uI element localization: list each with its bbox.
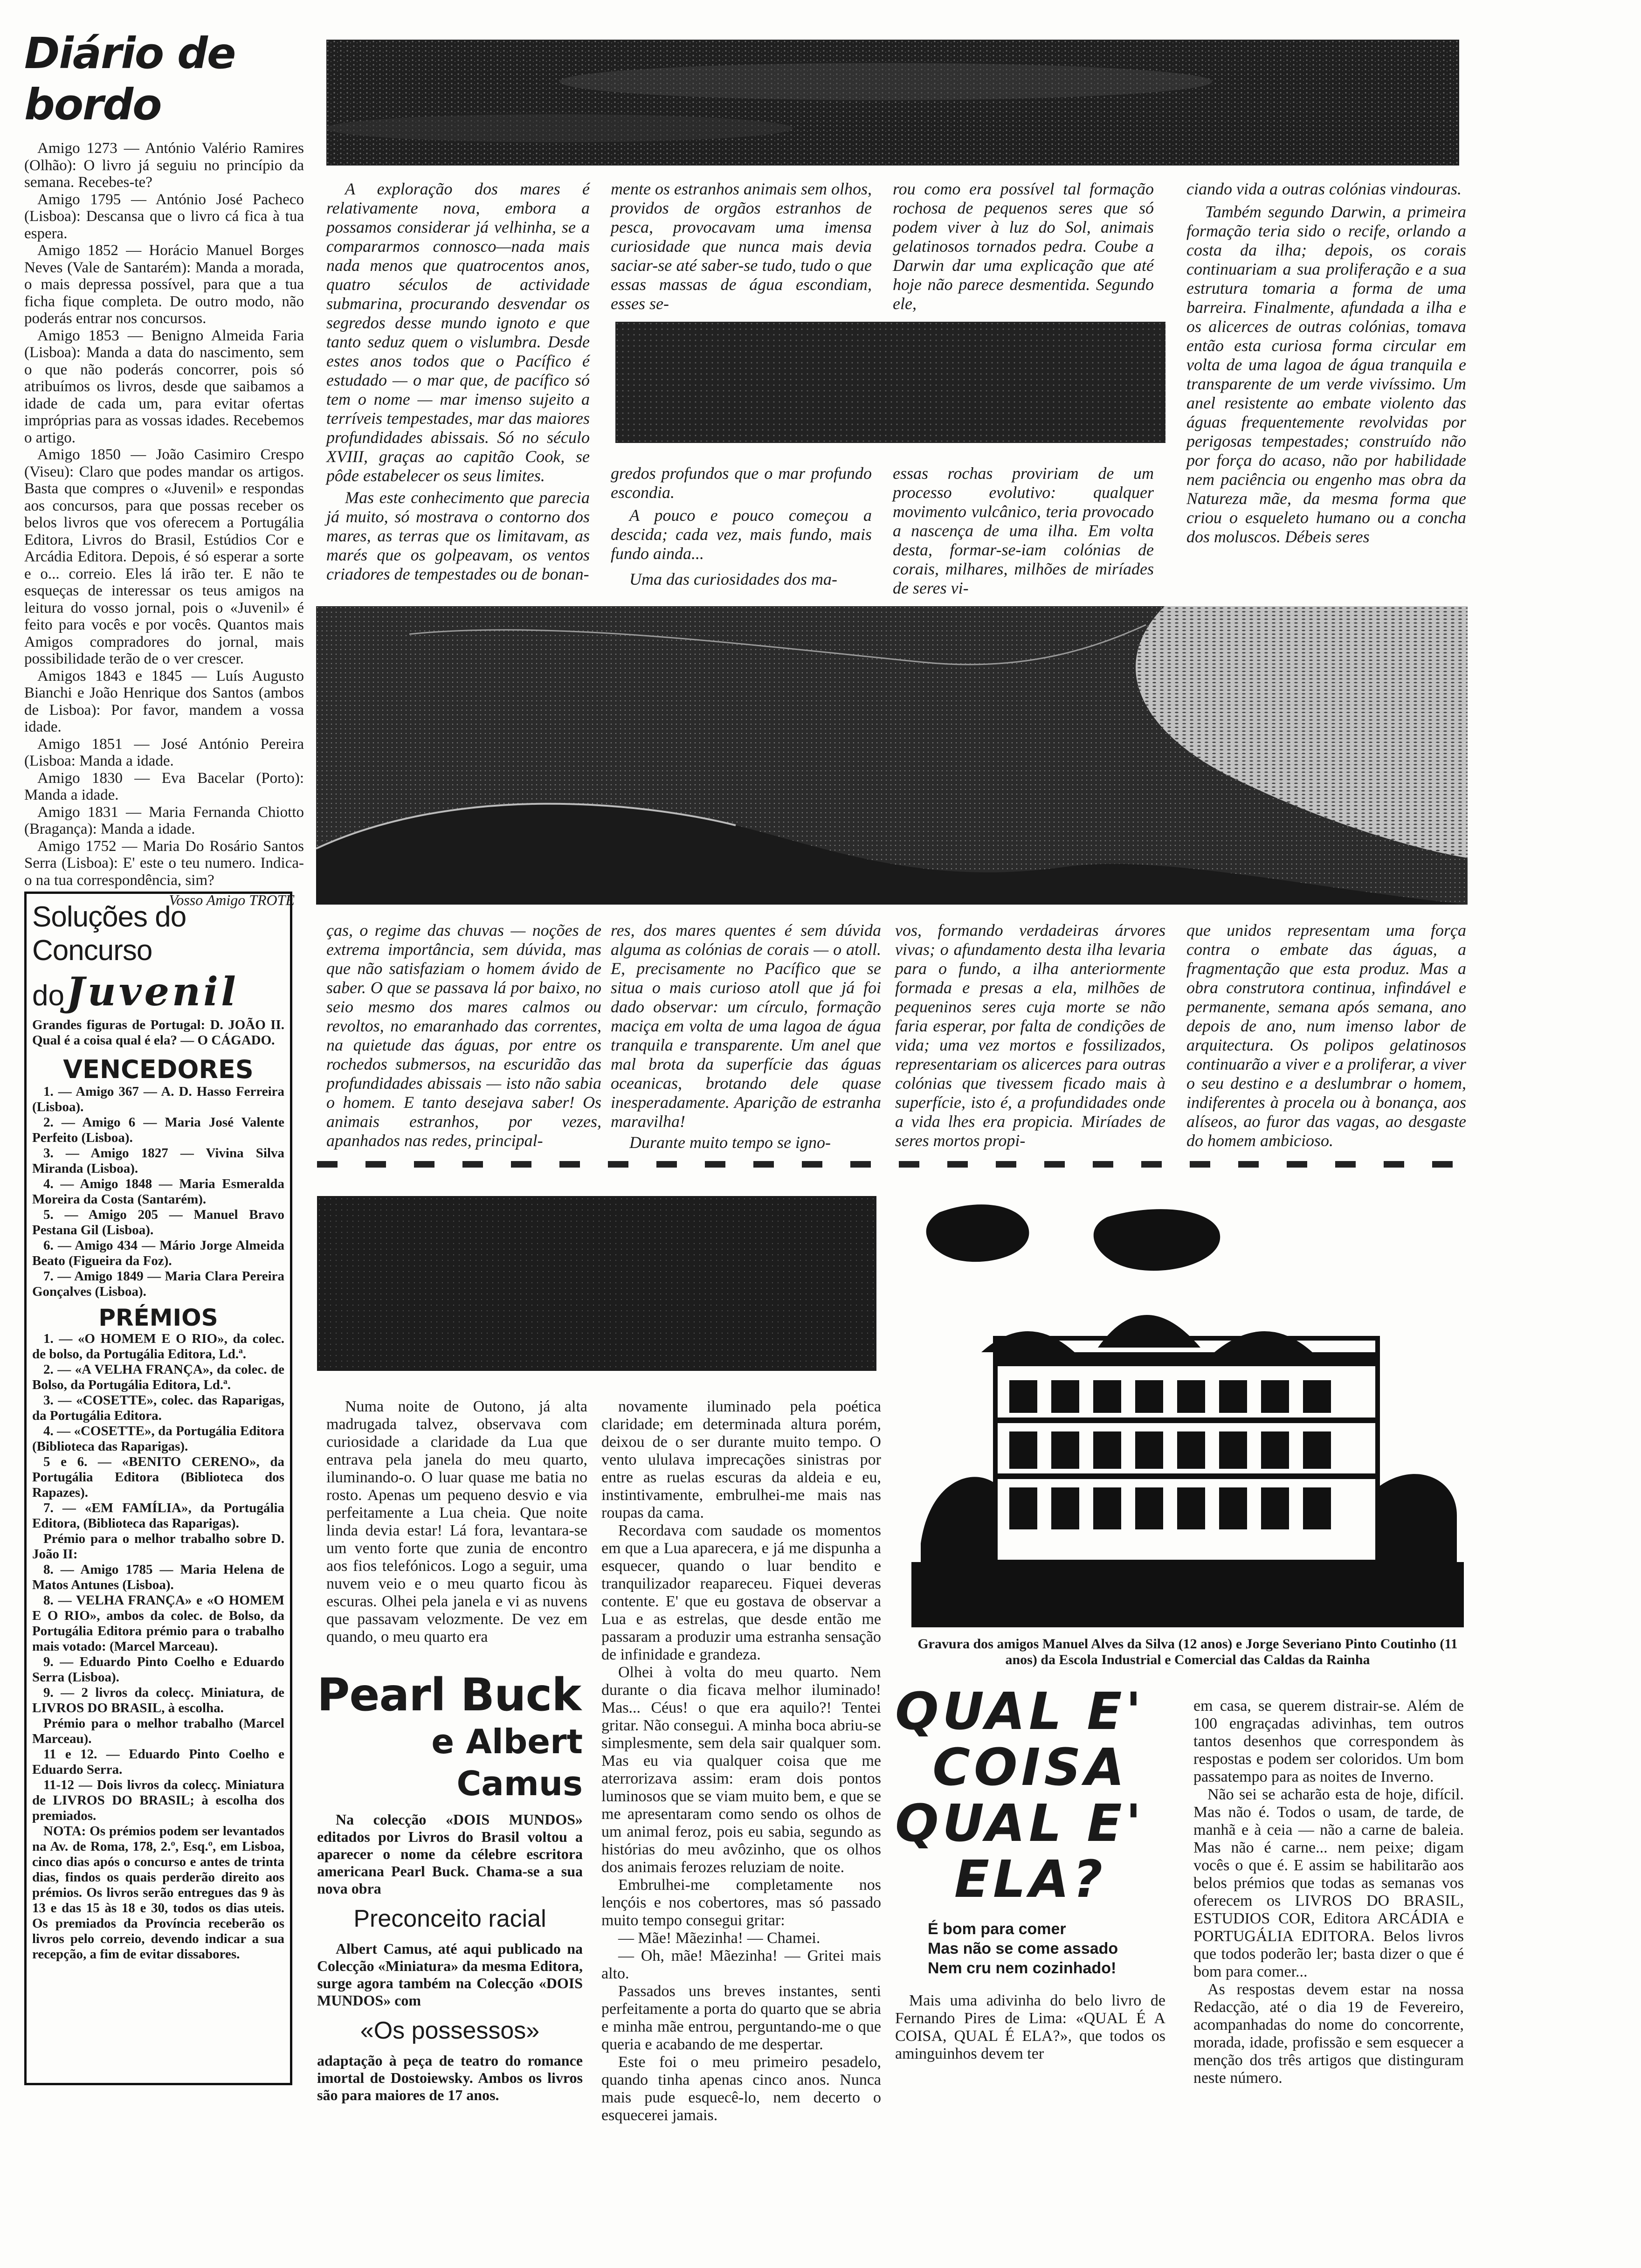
ocean-texture-top <box>326 40 1459 166</box>
qual-tag1: É bom para comer <box>928 1920 1066 1938</box>
noite-paragraph: — Mãe! Mãezinha! — Chamei. <box>618 1929 820 1947</box>
noite-paragraph: novamente iluminado pela poética claridade; em determinada altura porém, deixou de o ser durante muito tempo. O vento ululava imprecações sinistras por entre as ruelas escuras da aldeia e eu, instintivamente, embrulhei-me mais nas roupas da cama. <box>601 1398 881 1521</box>
pearl-section <box>317 1669 583 2104</box>
premio-item: 1. — «O HOMEM E O RIO», da colec. de bolso, da Portugália Editora, Ld.ª. <box>32 1331 284 1362</box>
pearl-body3: adaptação à peça de teatro do romance imortal de Dostoiewsky. Ambos os livros são para maiores de 17 anos. <box>317 2052 583 2103</box>
vencedor-item: 6. — Amigo 434 — Mário Jorge Almeida Beato (Figueira da Foz). <box>32 1238 284 1268</box>
premio-item: 5 e 6. — «BENITO CERENO», da Portugália Editora (Biblioteca dos Rapazes). <box>32 1454 284 1500</box>
atoll-illustration <box>316 606 1468 905</box>
mares-col1-p2: Mas este conhecimento que parecia já muito, só mostrava o contorno dos mares, as terras que os limitavam, as marés que os golpeavam, os ventos criadores de tempestades ou de bonan- <box>326 488 590 583</box>
noite-paragraph: Este foi o meu primeiro pesadelo, quando tinha apenas cinco anos. Nunca mais pude esquecê-lo, nem decerto o esquecerei jamais. <box>601 2054 881 2124</box>
vencedor-item: 4. — Amigo 1848 — Maria Esmeralda Moreira da Costa (Santarém). <box>32 1176 284 1207</box>
premio-item: 9. — 2 livros da colecç. Miniatura, de LIVROS DO BRASIL, à escolha. <box>32 1685 284 1715</box>
solucoes-box <box>24 892 292 2085</box>
diario-signature: Vosso Amigo TROTE <box>169 892 295 908</box>
solucoes-intro: Grandes figuras de Portugal: D. JOÃO II. Qual é a coisa qual é ela? — O CÁGADO. <box>32 1017 284 1048</box>
premio-item: 7. — «EM FAMÍLIA», da Portugália Editora, (Biblioteca das Raparigas). <box>32 1500 284 1531</box>
mares-col2b-p1: gredos profundos que o mar profundo escondia. <box>611 464 872 502</box>
pearl-subtitle2: «Os possessos» <box>360 2017 540 2044</box>
premio-item: 4. — «COSETTE», da Portugália Editora (Biblioteca das Raparigas). <box>32 1424 284 1454</box>
qual-body1: Mais uma adivinha do belo livro de Fernando Pires de Lima: «QUAL É A COISA, QUAL É ELA?», que todos os aminguinhos devem ter <box>895 1992 1165 2062</box>
diario-entry: Amigo 1853 — Benigno Almeida Faria (Lisboa): Manda a data do nascimento, sem o que não poderás concorrer, pois só atribuímos os livros, desde que saibamos a idade de cada um, para evitar ofertas impróprias para as vossas idades. Recebemos o artigo. <box>24 327 304 446</box>
qual-tag3: Nem cru nem cozinhado! <box>928 1959 1117 1977</box>
qual-body4: As respostas devem estar na nossa Redacção, até o dia 19 de Fevereiro, acompanhadas do nome do concorrente, morada, idade, profissão e sem esquecer a menção dos três artigos que distinguram neste número. <box>1193 1981 1464 2087</box>
diario-entry: Amigo 1852 — Horácio Manuel Borges Neves (Vale de Santarém): Manda a morada, o mais depressa possível, para que a tua ficha fique completa. De outro modo, não poderás entrar nos concursos. <box>24 242 304 327</box>
diario-entry: Amigo 1752 — Maria Do Rosário Santos Serra (Lisboa): E' este o teu numero. Indica-o na tua correspondência, sim? <box>24 837 304 889</box>
solucoes-title-line2 <box>32 968 284 1015</box>
mares-col1-p1: A exploração dos mares é relativamente nova, embora a possamos considerar já velhinha, se a compararmos connosco—nada mais nada menos que quatrocentos anos, quatro séculos de actividade submarina, procurando desvendar os segredos desse mundo ignoto e que tanto seduz quem o vislumbra. Desde estes anos todos que o Pacífico é estudado — o mar que, de pacífico só tem o nome — mar imenso sujeito a terríveis tempestades, mar das maiores profundidades abissais. Só no século XVIII, graças ao capitão Cook, se pôde estabelecer os seus limites. <box>326 180 590 485</box>
night-photo <box>317 1196 876 1371</box>
premio-item: 3. — «COSETTE», colec. das Raparigas, da Portugália Editora. <box>32 1393 284 1423</box>
pearl-subtitle1: Preconceito racial <box>353 1905 546 1932</box>
solucoes-title-line1: Soluções do Concurso <box>32 901 186 967</box>
solucoes-title-juvenil: Juvenil <box>66 968 239 1015</box>
noite-paragraph: Embrulhei-me completamente nos lençóis e nos cobertores, mas só passado muito tempo consegui gritar: <box>601 1876 881 1929</box>
qual-line1: QUAL E' <box>895 1681 1145 1741</box>
qual-body-right <box>1193 1697 1464 2087</box>
diario-entry: Amigo 1795 — António José Pacheco (Lisboa): Descansa que o livro cá fica à tua espera. <box>24 191 304 242</box>
mares-col4 <box>1186 180 1466 546</box>
vencedores-title: VENCEDORES <box>63 1055 254 1084</box>
noite-paragraph: Olhei à volta do meu quarto. Nem durante o dia ficava melhor iluminado! Mas... Céus! o que era aquilo?! Tentei gritar. Não consegui. A minha boca abriu-se simplesmente, sem dela sair qualquer som. Mas eu via qualquer coisa que me aterrorizava assim: eram dois pontos luminosos que se viam muito bem, e que se me apresentaram como sendo os olhos de um animal feroz, pois eu sabia, segundo as histórias do meu avôzinho, que os olhos dos animais ferozes reluziam de noite. <box>601 1664 881 1876</box>
premios-list <box>32 1331 284 1962</box>
diario-title: Diário de bordo <box>24 28 235 130</box>
camus-title: e Albert Camus <box>431 1722 583 1803</box>
premio-item: Prémio para o melhor trabalho sobre D. João II: <box>32 1531 284 1562</box>
mares-col2b-p3: Uma das curiosidades dos ma- <box>629 570 837 588</box>
mares-low3: vos, formando verdadeiras árvores vivas; o afundamento desta ilha levaria para o fundo, a ilha anteriormente formada e presas a ela, milhões de pequeninos seres cuja morte se não faria esperar, por falta de condições de vida; uma vez mortos e fossilizados, representariam os alicerces para outras colónias que tivessem ficado mais à superfície, isto é, a profundidades onde a vida lhes era propicia. Miríades de seres mortos propi- <box>895 921 1165 1150</box>
vencedor-item: 1. — Amigo 367 — A. D. Hasso Ferreira (Lisboa). <box>32 1084 284 1114</box>
diario-entries <box>24 140 304 889</box>
qual-tag2: Mas não se come assado <box>928 1940 1118 1957</box>
qual-line3: QUAL E' <box>895 1793 1145 1853</box>
gravura-caption: Gravura dos amigos Manuel Alves da Silva (12 anos) e Jorge Severiano Pinto Coutinho (11 anos) da Escola Industrial e Comercial das Caldas da Rainha <box>917 1636 1458 1667</box>
noite-paragraph: Passados uns breves instantes, senti perfeitamente a porta do quarto que se abria e minha mãe entrou, perguntando-me o que queria e acabando de me despertar. <box>601 1983 881 2053</box>
pearl-body1: Na colecção «DOIS MUNDOS» editados por Livros do Brasil voltou a aparecer o nome da célebre escritora americana Pearl Buck. Chama-se a sua nova obra <box>317 1811 583 1897</box>
night-texture <box>317 1196 876 1371</box>
diario-entry: Amigo 1831 — Maria Fernanda Chiotto (Bragança): Manda a idade. <box>24 803 304 837</box>
pearl-title: Pearl Buck <box>317 1669 581 1721</box>
atoll-photo <box>316 606 1468 905</box>
vencedores-list <box>32 1084 284 1300</box>
premio-item: Prémio para o melhor trabalho (Marcel Marceau). <box>32 1716 284 1746</box>
premio-item: 8. — Amigo 1785 — Maria Helena de Matos Antunes (Lisboa). <box>32 1562 284 1592</box>
qual-line4: ELA? <box>954 1849 1107 1909</box>
noite-paragraph: — Oh, mãe! Mãezinha! — Gritei mais alto. <box>601 1947 881 1982</box>
ocean-texture-inner <box>615 322 1165 443</box>
solucoes-title-do: do <box>32 980 64 1012</box>
diario-entry: Amigo 1830 — Eva Bacelar (Porto): Manda a idade. <box>24 769 304 803</box>
mares-col3: rou como era possível tal formação rochosa de pequenos seres que só podem viver à luz do Sol, animais gelatinosos tornados pedra. Coube a Darwin dar uma explicação que até hoje não parece desmentida. Segundo ele, <box>893 180 1154 313</box>
mares-col2: mente os estranhos animais sem olhos, providos de orgãos estranhos de pesca, provocavam uma imensa curiosidade que nunca mais devia saciar-se até saber-se tudo, tudo o que essas massas de água escondiam, esses se- <box>611 180 872 313</box>
noite-col2 <box>601 1398 881 2124</box>
diario-section <box>24 28 304 909</box>
noite-paragraph: Recordava com saudade os momentos em que a Lua aparecera, e já me dispunha a esquecer, quando o luar bendito e tranquilizador reapareceu. Fiquei deveras contente. E' que eu gostava de observar a Lua e as estrelas, que desde então me passaram a produzir uma estranha sensação de infinidade e grandeza. <box>601 1522 881 1663</box>
qual-line2: COISA <box>932 1737 1128 1797</box>
vencedor-item: 3. — Amigo 1827 — Vivina Silva Miranda (Lisboa). <box>32 1146 284 1176</box>
mares-low2 <box>611 921 881 1152</box>
mares-col4-p2: Também segundo Darwin, a primeira formação teria sido o recife, orlando a costa da ilha; depois, os corais continuariam a sua proliferação e a sua estrutura tomaria a forma de uma barreira. Finalmente, afundada a ilha e os alicerces de outras colónias, tomava então esta curiosa forma circular em volta de uma lagoa de água tranquila e transparente de um verde vivíssimo. Um anel resistente ao embate violento das águas frequentemente revolvidas por perigosas tempestades; construído não por força do acaso, não por habilidade nem paciência ou engenho mas obra da Natureza mãe, da mesma forma que criou o esqueleto humano ou a concha dos moluscos. Débeis seres <box>1186 202 1466 546</box>
building-engraving <box>911 1198 1464 1627</box>
vencedor-item: 5. — Amigo 205 — Manuel Bravo Pestana Gil (Lisboa). <box>32 1207 284 1238</box>
mares-low2-p1: res, dos mares quentes é sem dúvida alguma as colónias de corais — o atoll. E, precisamente no Pacífico que se situa o mais curioso atoll que já foi dado observar: um círculo, formação maciça em volta de uma lagoa de água tranquila e transparente. Um anel que mal brota da superfície das águas oceanicas, brotando dele quase inesperadamente. Aparição de estranha maravilha! <box>611 921 881 1131</box>
mares-low1: ças, o regime das chuvas — noções de extrema importância, sem dúvida, mas que não satisfaziam o homem ávido de saber. O que se passava lá por baixo, no seio mesmo dos mares calmos ou revoltos, no emaranhado das correntes, na quietude das águas, por entre os rochedos submersos, na escuridão das profundidades abissais — isto não sabia o homem. E tanto desejava saber! Os animais estranhos, por vezes, apanhados nas redes, principal- <box>326 921 601 1150</box>
qual-heading-box <box>895 1683 1165 2063</box>
premios-title: PRÉMIOS <box>98 1304 218 1331</box>
qual-body2: em casa, se querem distrair-se. Além de 100 engraçadas adivinhas, tem outros tantos desenhos que correspondem às respostas e podem ser coloridos. Um bom passatempo para as noites de Inverno. <box>1193 1697 1464 1785</box>
ocean-photo-top <box>326 40 1459 166</box>
pearl-body2: Albert Camus, até aqui publicado na Colecção «Miniatura» da mesma Editora, surge agora também na Colecção «DOIS MUNDOS» com <box>317 1940 583 2009</box>
mares-col2b <box>611 464 872 589</box>
premio-item: 9. — Eduardo Pinto Coelho e Eduardo Serra (Lisboa). <box>32 1654 284 1685</box>
vencedor-item: 2. — Amigo 6 — Maria José Valente Perfeito (Lisboa). <box>32 1115 284 1145</box>
mares-col4-p1: ciando vida a outras colónias vindouras. <box>1186 180 1462 198</box>
mares-low4: que unidos representam uma força contra o embate das águas, a fragmentação que esta produz. Mas a obra construtora continua, infindável e permanente, semana após semana, ano depois de ano, num imenso labor de arquitectura. Os polipos gelatinosos continuarão a viver e a proliferar, a viver o seu destino e a deslumbrar o homem, indiferentes à procela ou à bonança, aos alíseos, ao furor das vagas, ao desgaste do homem ambicioso. <box>1186 921 1466 1150</box>
ocean-photo-inner <box>615 322 1165 443</box>
premio-item: 2. — «A VELHA FRANÇA», da colec. de Bolso, da Portugália Editora, Ld.ª. <box>32 1362 284 1392</box>
premio-item: NOTA: Os prémios podem ser levantados na Av. de Roma, 178, 2.º, Esq.º, em Lisboa, cinco dias após o concurso e antes de trinta dias, findos os quais perderão direito aos prémios. Os livros serão entregues das 9 às 13 e das 15 às 18 e 30, todos os dias uteis. Os premiados da Província receberão os livros pelo correio, devendo indicar a sua recepção, a fim de evitar dissabores. <box>32 1824 284 1962</box>
mares-col1 <box>326 180 590 584</box>
diario-entry: Amigo 1851 — José António Pereira (Lisboa: Manda a idade. <box>24 735 304 769</box>
mares-col3b: essas rochas proviriam de um processo evolutivo: qualquer movimento vulcânico, teria provocado a nascença de uma ilha. Em volta desta, formar-se-iam colónias de corais, milhares, milhões de miríades de seres vi- <box>893 464 1154 597</box>
premio-item: 11-12 — Dois livros da colecç. Miniatura de LIVROS DO BRASIL; à escolha dos premiados. <box>32 1777 284 1823</box>
qual-body3: Não sei se acharão esta de hoje, difícil. Mas não é. Todos o usam, de tarde, de manhã e à ceia — não a carne de baleia. Mas não é carne... nem peixe; digam vocês o que é. E assim se habilitarão aos belos prémios que todas as semanas vos oferecem os LIVROS DO BRASIL, ESTUDIOS COR, Editora ARCÁDIA e PORTUGÁLIA EDITORA. Belos livros que todos poderão ler; basta dizer o que é bom para comer... <box>1193 1786 1464 1980</box>
premio-item: 8. — VELHA FRANÇA» e «O HOMEM E O RIO», ambos da colec. de Bolso, da Portugália Editora prémio para o trabalho mais votado: (Marcel Marceau). <box>32 1593 284 1654</box>
diario-entry: Amigos 1843 e 1845 — Luís Augusto Bianchi e João Henrique dos Santos (ambos de Lisboa): Por favor, mandem a vossa idade. <box>24 667 304 735</box>
mares-col2b-p2: A pouco e pouco começou a descida; cada vez, mais fundo, mais fundo ainda... <box>611 506 872 563</box>
diario-entry: Amigo 1850 — João Casimiro Crespo (Viseu): Claro que podes mandar os artigos. Basta que compres o «Juvenil» e respondas aos concursos, para que possas receber os belos livros que vos oferecem a Portugália Editora, Livros do Brasil, Estúdios Cor e Arcádia Editora. Depois, é só esperar a sorte e o... correio. Eles lá irão ter. E não te esqueças de interessar os teus amigos na leitura do vosso jornal, pois o «Juvenil» é feito para vocês e por vocês. Quantos mais Amigos compradores do jornal, mais possibilidade terão de o ver crescer. <box>24 446 304 667</box>
section-divider <box>317 1161 1464 1168</box>
premio-item: 11 e 12. — Eduardo Pinto Coelho e Eduardo Serra. <box>32 1747 284 1777</box>
noite-col1: Numa noite de Outono, já alta madrugada talvez, observava com curiosidade a claridade da Lua que entrava pela janela do meu quarto, iluminando-o. O luar quase me batia no rosto. Apenas um pequeno desvio e via perfeitamente a Lua cheia. Que noite linda devia estar! Lá fora, levantara-se um vento forte que zunia de encontro aos fios telefónicos. Logo a seguir, uma nuvem veio e o meu quarto ficou às escuras. Olhei pela janela e vi as nuvens que passavam velozmente. De vez em quando, o meu quarto era <box>326 1398 587 1646</box>
vencedor-item: 7. — Amigo 1849 — Maria Clara Pereira Gonçalves (Lisboa). <box>32 1269 284 1299</box>
diario-entry: Amigo 1273 — António Valério Ramires (Olhão): O livro já seguiu no princípio da semana. Recebes-te? <box>24 140 304 191</box>
qual-tagline <box>928 1919 1165 1978</box>
gravura-section <box>911 1198 1464 1668</box>
mares-low2-p2: Durante muito tempo se igno- <box>629 1133 831 1152</box>
